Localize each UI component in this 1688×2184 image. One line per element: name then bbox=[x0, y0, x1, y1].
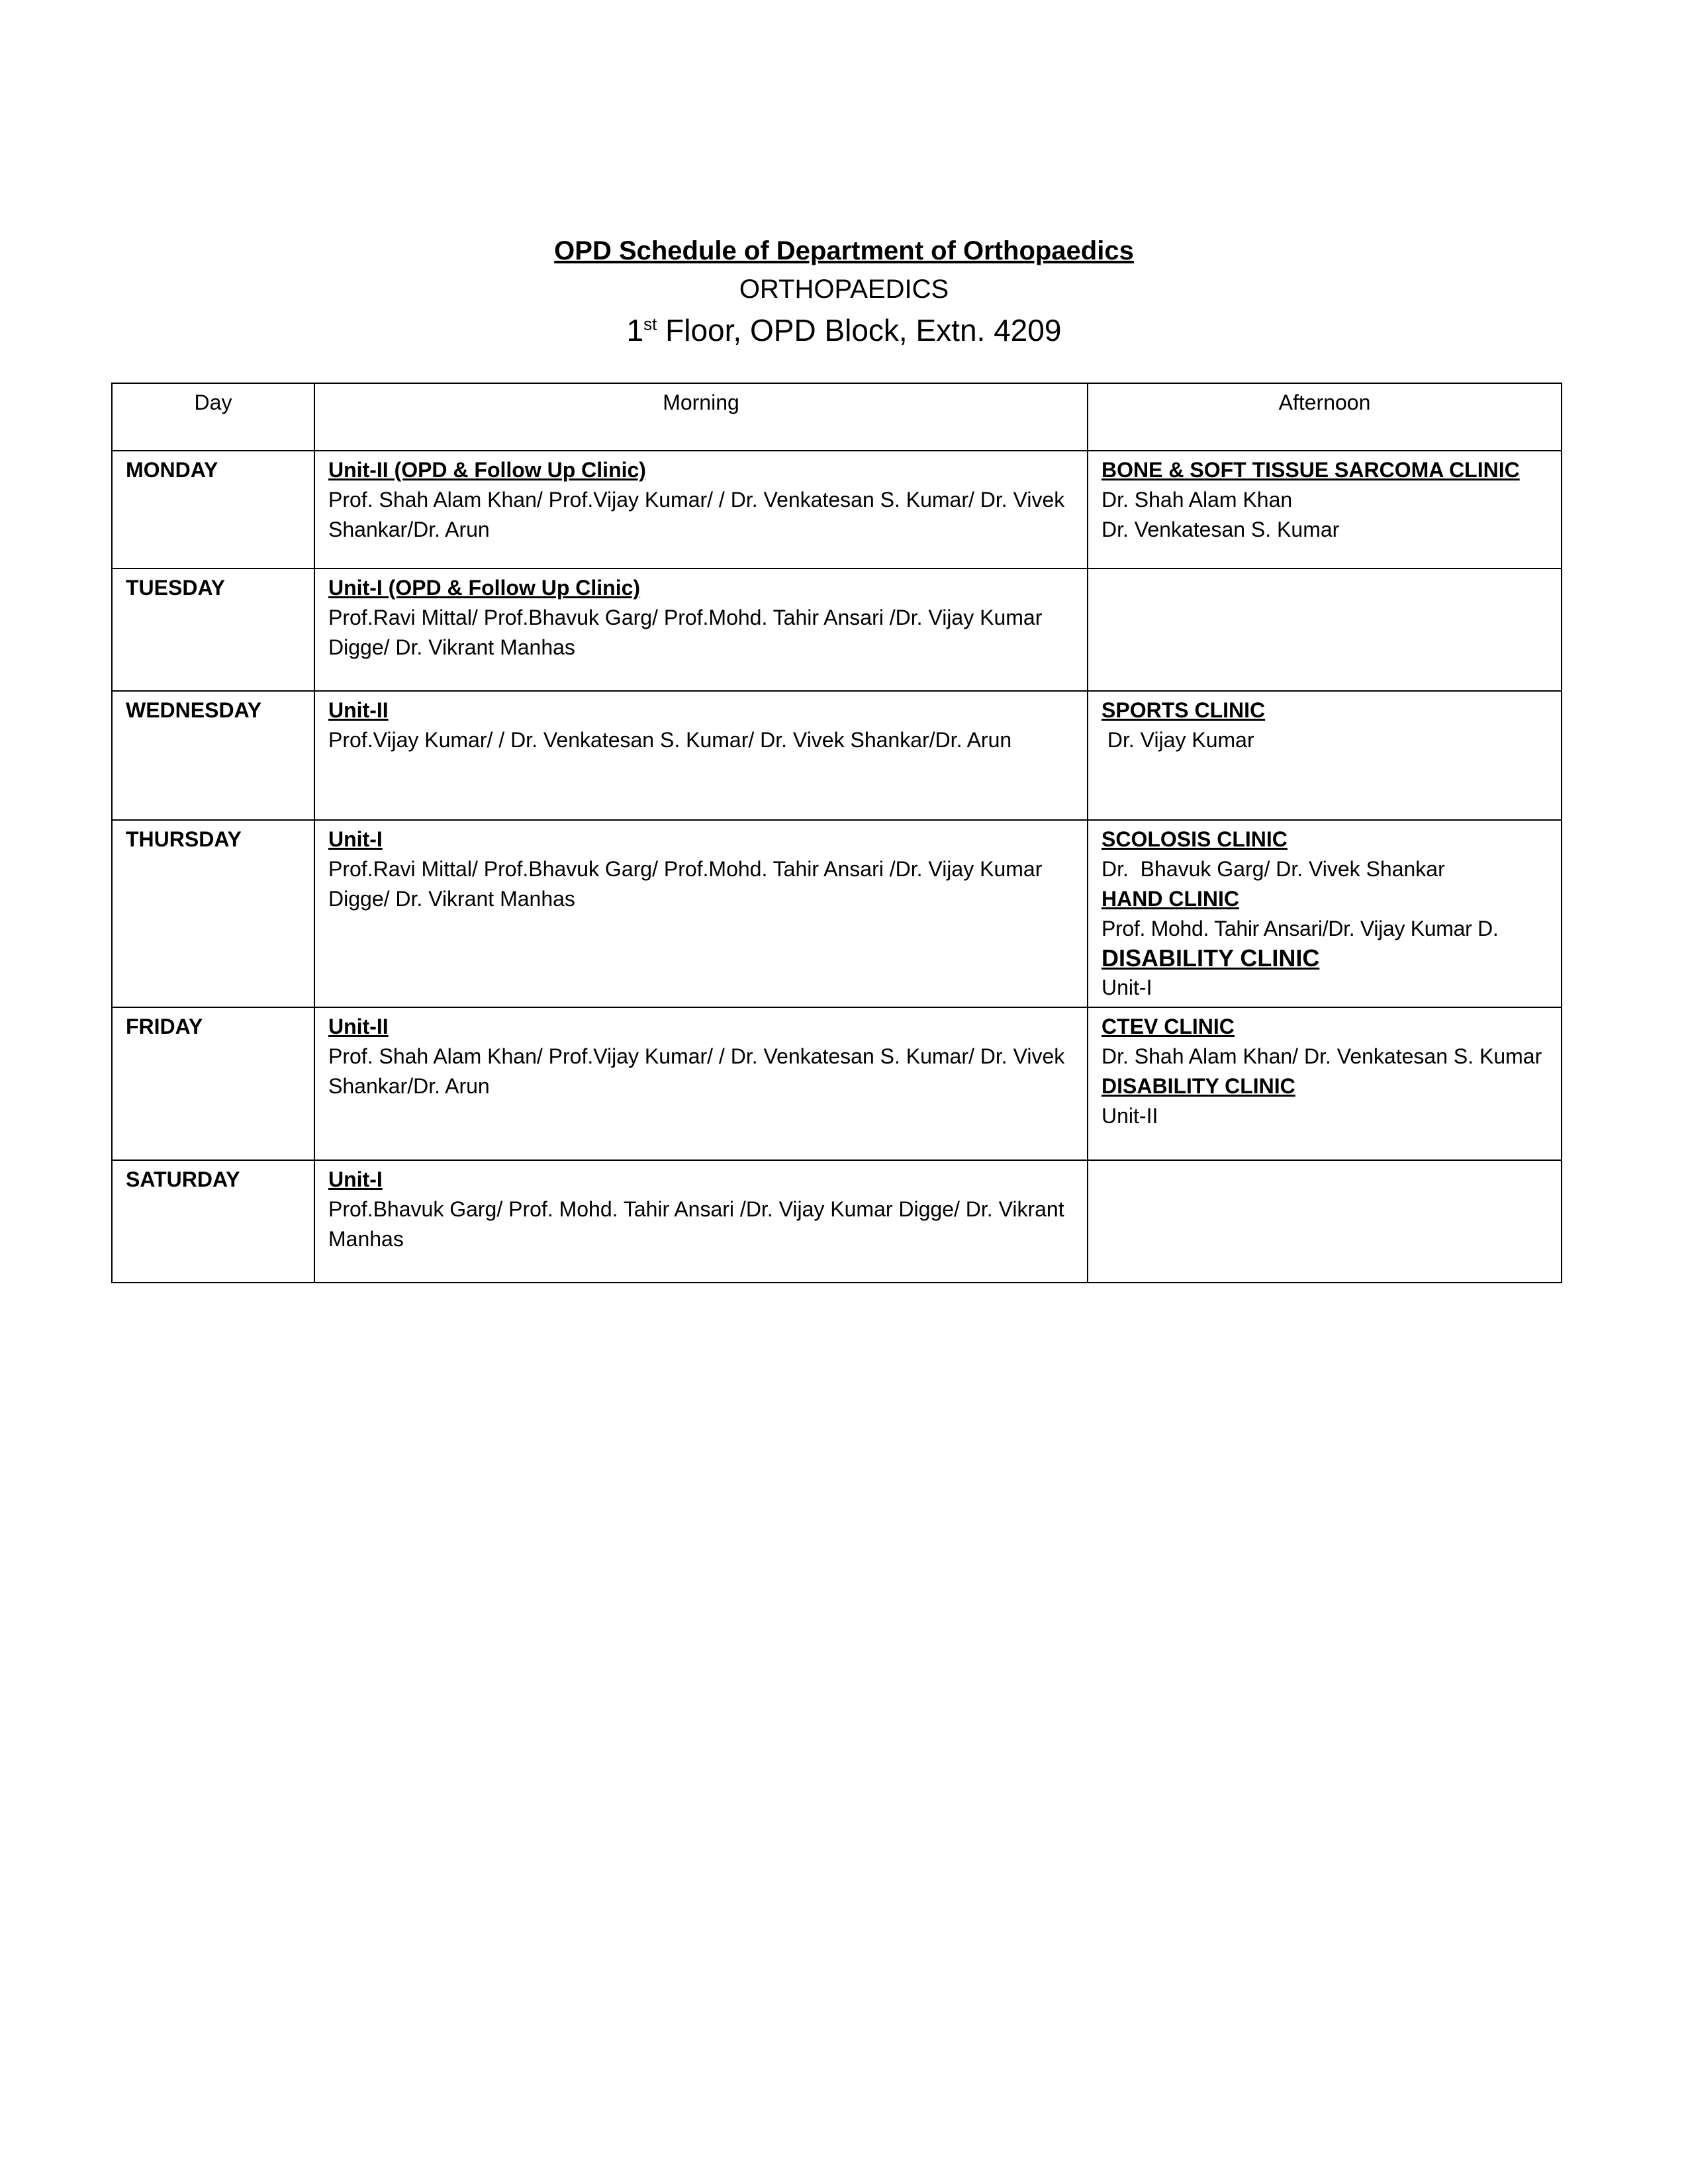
afternoon-cell bbox=[1088, 569, 1562, 691]
unit-line: Unit-I bbox=[1102, 976, 1152, 999]
doctor-list: Prof.Ravi Mittal/ Prof.Bhavuk Garg/ Prof.Mohd. Tahir Ansari /Dr. Vijay Kumar Digge/ Dr. Vikrant Manhas bbox=[328, 857, 1043, 911]
unit-heading: Unit-I (OPD & Follow Up Clinic) bbox=[328, 576, 641, 600]
schedule-table bbox=[111, 383, 1562, 1283]
table-row bbox=[112, 820, 1562, 1007]
morning-cell bbox=[314, 451, 1088, 569]
doctor-list: Prof.Vijay Kumar/ / Dr. Venkatesan S. Kumar/ Dr. Vivek Shankar/Dr. Arun bbox=[328, 728, 1012, 752]
day-cell bbox=[112, 451, 314, 569]
table-row bbox=[112, 569, 1562, 691]
doctor-line: Dr. Shah Alam Khan bbox=[1102, 488, 1293, 512]
afternoon-cell bbox=[1088, 1160, 1562, 1283]
clinic-heading: CTEV CLINIC bbox=[1102, 1015, 1235, 1038]
afternoon-cell bbox=[1088, 820, 1562, 1007]
clinic-heading: BONE & SOFT TISSUE SARCOMA CLINIC bbox=[1102, 458, 1520, 482]
clinic-heading: SCOLOSIS CLINIC bbox=[1102, 827, 1288, 851]
column-header-morning: Morning bbox=[314, 383, 1088, 451]
morning-cell bbox=[314, 569, 1088, 691]
day-label: THURSDAY bbox=[126, 827, 242, 851]
doctor-list: Prof. Shah Alam Khan/ Prof.Vijay Kumar/ / Dr. Venkatesan S. Kumar/ Dr. Vivek Shankar/Dr. Arun bbox=[328, 1044, 1065, 1098]
location-line bbox=[0, 308, 1688, 352]
unit-heading: Unit-I bbox=[328, 827, 383, 851]
floor-suffix: st bbox=[643, 314, 657, 334]
clinic-heading: DISABILITY CLINIC bbox=[1102, 1074, 1295, 1098]
table-row bbox=[112, 691, 1562, 820]
department-name: ORTHOPAEDICS bbox=[739, 275, 949, 304]
unit-heading: Unit-II bbox=[328, 1015, 389, 1038]
doctor-line: Dr. Shah Alam Khan/ Dr. Venkatesan S. Kumar bbox=[1102, 1044, 1542, 1068]
morning-cell bbox=[314, 691, 1088, 820]
day-label: MONDAY bbox=[126, 458, 218, 482]
unit-heading: Unit-II bbox=[328, 698, 389, 722]
afternoon-cell bbox=[1088, 1007, 1562, 1160]
table-row bbox=[112, 451, 1562, 569]
afternoon-cell bbox=[1088, 691, 1562, 820]
floor-number: 1 bbox=[626, 313, 644, 347]
clinic-heading: SPORTS CLINIC bbox=[1102, 698, 1266, 722]
doctor-line: Dr. Vijay Kumar bbox=[1102, 728, 1254, 752]
day-label: TUESDAY bbox=[126, 576, 225, 600]
day-label: FRIDAY bbox=[126, 1015, 203, 1038]
table-header-row bbox=[112, 383, 1562, 451]
doctor-line: Dr. Bhavuk Garg/ Dr. Vivek Shankar bbox=[1102, 857, 1445, 881]
column-header-afternoon: Afternoon bbox=[1088, 383, 1562, 451]
day-cell bbox=[112, 1007, 314, 1160]
day-cell bbox=[112, 1160, 314, 1283]
clinic-heading: DISABILITY CLINIC bbox=[1102, 944, 1320, 972]
table-row bbox=[112, 1007, 1562, 1160]
unit-line: Unit-II bbox=[1102, 1104, 1158, 1128]
doctor-list: Prof.Ravi Mittal/ Prof.Bhavuk Garg/ Prof.Mohd. Tahir Ansari /Dr. Vijay Kumar Digge/ Dr. Vikrant Manhas bbox=[328, 606, 1043, 659]
unit-heading: Unit-II (OPD & Follow Up Clinic) bbox=[328, 458, 646, 482]
morning-cell bbox=[314, 820, 1088, 1007]
doctor-line: Prof. Mohd. Tahir Ansari/Dr. Vijay Kumar D. bbox=[1102, 917, 1499, 940]
day-label: WEDNESDAY bbox=[126, 698, 262, 722]
table-row bbox=[112, 1160, 1562, 1283]
afternoon-cell bbox=[1088, 451, 1562, 569]
morning-cell bbox=[314, 1007, 1088, 1160]
clinic-heading: HAND CLINIC bbox=[1102, 887, 1239, 911]
location-text: Floor, OPD Block, Extn. 4209 bbox=[657, 313, 1062, 347]
day-cell bbox=[112, 820, 314, 1007]
day-label: SATURDAY bbox=[126, 1167, 240, 1191]
doctor-line: Dr. Venkatesan S. Kumar bbox=[1102, 518, 1340, 541]
day-cell bbox=[112, 569, 314, 691]
column-header-day: Day bbox=[112, 383, 314, 451]
page-header bbox=[0, 232, 1688, 352]
page-title: OPD Schedule of Department of Orthopaedics bbox=[554, 236, 1134, 265]
morning-cell bbox=[314, 1160, 1088, 1283]
doctor-list: Prof.Bhavuk Garg/ Prof. Mohd. Tahir Ansari /Dr. Vijay Kumar Digge/ Dr. Vikrant Manhas bbox=[328, 1197, 1064, 1251]
unit-heading: Unit-I bbox=[328, 1167, 383, 1191]
doctor-list: Prof. Shah Alam Khan/ Prof.Vijay Kumar/ / Dr. Venkatesan S. Kumar/ Dr. Vivek Shankar/Dr. Arun bbox=[328, 488, 1065, 541]
day-cell bbox=[112, 691, 314, 820]
